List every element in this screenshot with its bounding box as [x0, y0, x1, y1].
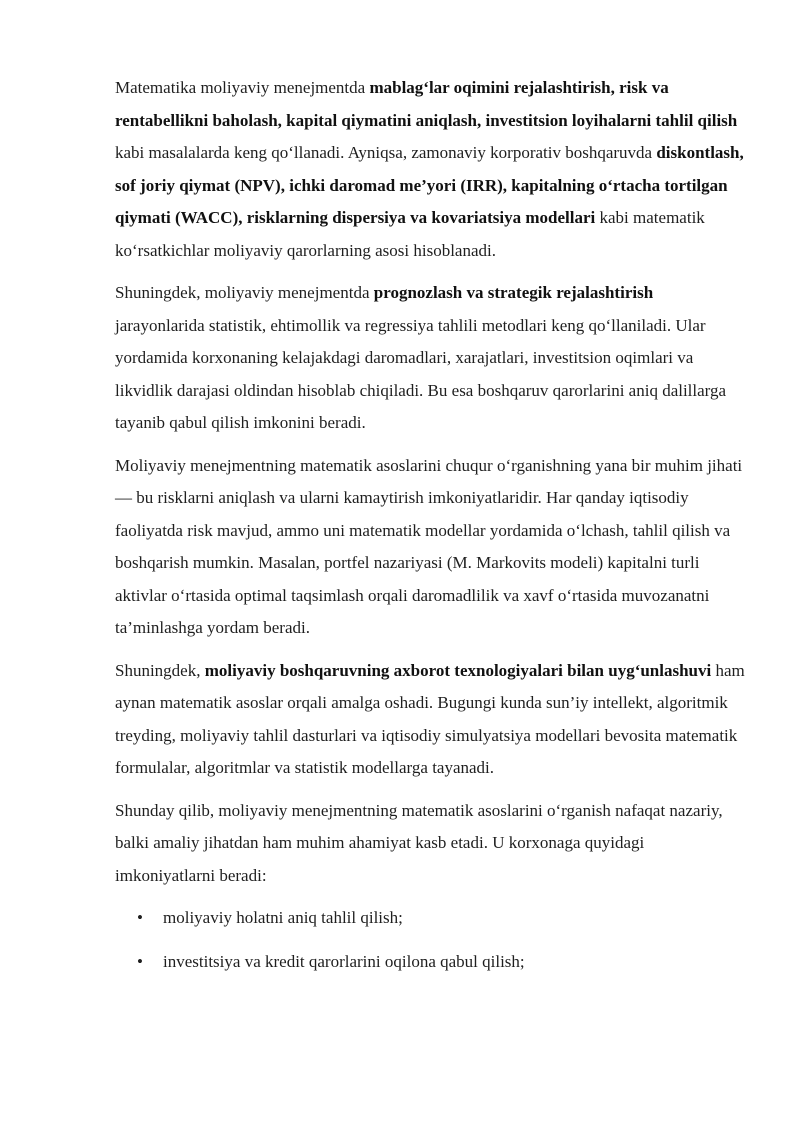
text-run: Shunday qilib, moliyaviy menejmentning matematik asoslarini o‘rganish nafaqat nazariy, balki amaliy jihatdan ham muhim ahamiyat kasb etadi. U korxonaga quyidagi imkoniyatlarni beradi:	[115, 800, 723, 885]
paragraph-2	[115, 277, 745, 440]
paragraph-5	[115, 795, 745, 893]
text-run: kabi matematik ko‘rsatkichlar moliyaviy qarorlarning asosi hisoblanadi.	[115, 208, 705, 260]
paragraph-4	[115, 655, 745, 785]
bold-text: mablag‘lar oqimini rejalashtirish, risk va rentabellikni baholash, kapital qiymatini aniqlash, investitsion loyihalarni tahlil qilish	[115, 78, 738, 130]
bold-text: moliyaviy boshqaruvning axborot texnologiyalari bilan uyg‘unlashuvi	[204, 660, 712, 680]
document-body	[115, 72, 745, 892]
paragraph-1	[115, 72, 745, 267]
bold-text: diskontlash, sof joriy qiymat (NPV), ichki daromad me’yori (IRR), kapitalning o‘rtacha tortilgan qiymati (WACC), risklarning dispersiya va kovariatsiya modellari	[115, 143, 744, 227]
list-item	[115, 902, 745, 935]
document-page	[115, 72, 745, 989]
list-item-text: investitsiya va kredit qarorlarini oqilona qabul qilish;	[163, 951, 525, 971]
text-run: Shuningdek,	[115, 660, 205, 680]
text-run: ham aynan matematik asoslar orqali amalga oshadi. Bugungi kunda sun’iy intellekt, algoritmik treyding, moliyaviy tahlil dasturlari va iqtisodiy simulyatsiya modellari bevosita matematik formulalar, algoritmlar va statistik modellarga tayanadi.	[115, 660, 745, 777]
list-item-text: moliyaviy holatni aniq tahlil qilish;	[163, 908, 403, 927]
bullet-dot-icon: •	[137, 951, 143, 971]
text-run: jarayonlarida statistik, ehtimollik va regressiya tahlili metodlari keng qo‘llaniladi. Ular yordamida korxonaning kelajakdagi daromadlari, xarajatlari, investitsion oqimlari va likvidlik darajasi oldindan hisoblab chiqiladi. Bu esa boshqaruv qarorlarini aniq dalillarga tayanib qabul qilish imkonini beradi.	[115, 315, 727, 432]
bullet-list	[115, 902, 745, 978]
list-item	[115, 946, 745, 979]
paragraph-3	[115, 450, 745, 645]
text-run: kabi masalalarda keng qo‘llanadi. Ayniqsa, zamonaviy korporativ boshqaruvda	[115, 143, 657, 162]
bold-text: prognozlash va strategik rejalashtirish	[373, 283, 654, 302]
text-run: Matematika moliyaviy menejmentda	[115, 78, 370, 97]
text-run: Shuningdek, moliyaviy menejmentda	[115, 283, 374, 302]
bullet-dot-icon: •	[137, 908, 143, 927]
text-run: Moliyaviy menejmentning matematik asoslarini chuqur o‘rganishning yana bir muhim jihati — bu risklarni aniqlash va ularni kamaytirish imkoniyatlaridir. Har qanday iqtisodiy faoliyatda risk mavjud, ammo uni matematik modellar yordamida o‘lchash, tahlil qilish va boshqarish mumkin. Masalan, portfel nazariyasi (M. Markovits modeli) kapitalni turli aktivlar o‘rtasida optimal taqsimlash orqali daromadlilik va xavf o‘rtasida muvozanatni ta’minlashga yordam beradi.	[115, 455, 743, 637]
